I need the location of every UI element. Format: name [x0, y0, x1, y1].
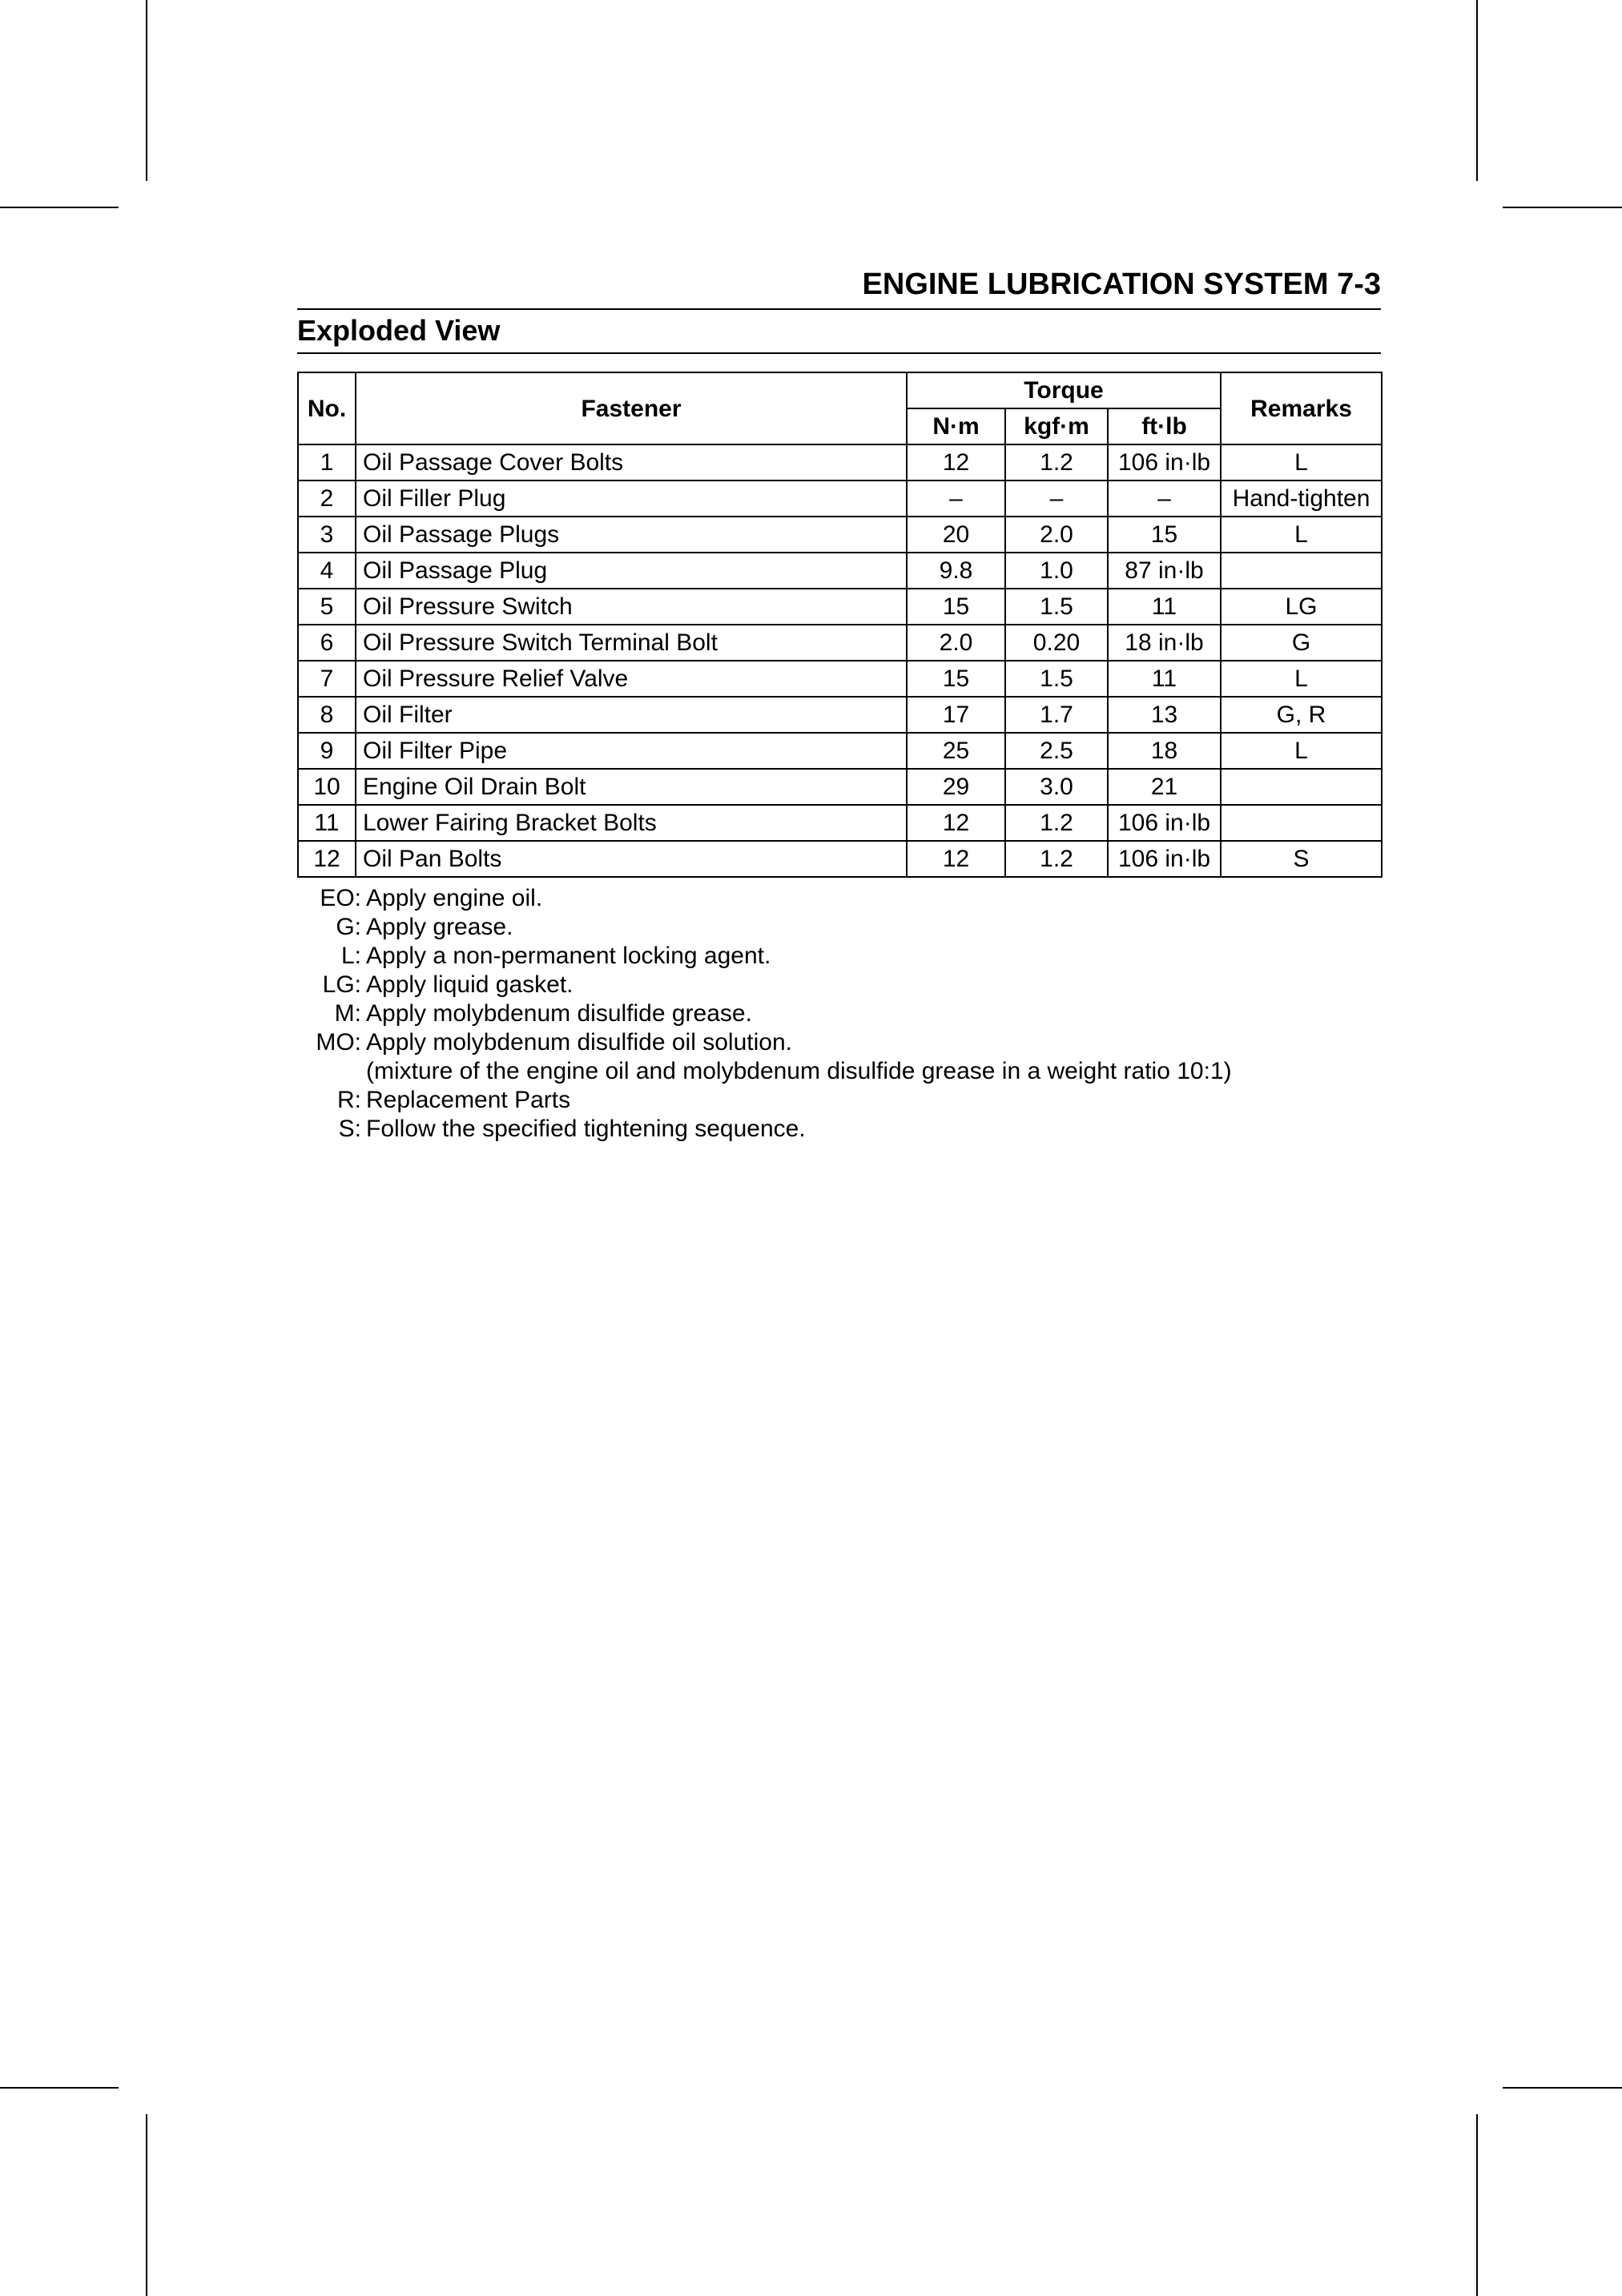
note-key: MO:	[316, 1029, 361, 1056]
note-key: R:	[337, 1087, 361, 1113]
cell-ftlb: 11	[1108, 589, 1221, 625]
table-row	[298, 444, 1382, 481]
note-text: Replacement Parts	[366, 1087, 571, 1113]
cell-nm: 12	[907, 444, 1005, 481]
cell-kgfm: 3.0	[1005, 769, 1108, 805]
note-item	[297, 1115, 1381, 1144]
page-header-title: ENGINE LUBRICATION SYSTEM 7-3	[862, 267, 1381, 301]
header-remarks: Remarks	[1221, 372, 1382, 444]
cell-no: 5	[298, 589, 356, 625]
cell-remarks: S	[1221, 841, 1382, 877]
cell-fastener: Oil Pressure Relief Valve	[356, 661, 907, 697]
cell-no: 4	[298, 553, 356, 589]
crop-mark	[1476, 2114, 1478, 2296]
crop-mark	[1503, 2087, 1622, 2089]
crop-mark	[1503, 207, 1622, 208]
note-key: EO:	[320, 885, 361, 911]
cell-remarks: L	[1221, 661, 1382, 697]
cell-fastener: Oil Filter Pipe	[356, 733, 907, 769]
note-text: Apply grease.	[366, 914, 513, 940]
cell-fastener: Oil Pressure Switch Terminal Bolt	[356, 625, 907, 661]
header-torque: Torque	[907, 372, 1221, 408]
cell-no: 12	[298, 841, 356, 877]
note-item	[297, 999, 1381, 1028]
note-text: Apply liquid gasket.	[366, 971, 574, 998]
cell-fastener: Oil Pressure Switch	[356, 589, 907, 625]
note-item	[297, 913, 1381, 942]
cell-ftlb: 106 in·lb	[1108, 841, 1221, 877]
cell-nm: 12	[907, 805, 1005, 841]
crop-mark	[146, 0, 147, 181]
note-item	[297, 1057, 1381, 1086]
cell-ftlb: 87 in·lb	[1108, 553, 1221, 589]
note-key: LG:	[322, 971, 361, 998]
cell-kgfm: 1.7	[1005, 697, 1108, 733]
cell-kgfm: 1.2	[1005, 444, 1108, 481]
notes-legend	[297, 884, 1381, 1144]
cell-fastener: Oil Filter	[356, 697, 907, 733]
table-header-row	[298, 372, 1382, 408]
cell-nm: 20	[907, 517, 1005, 553]
cell-remarks: L	[1221, 517, 1382, 553]
cell-remarks: G, R	[1221, 697, 1382, 733]
cell-nm: 15	[907, 589, 1005, 625]
cell-ftlb: 106 in·lb	[1108, 444, 1221, 481]
cell-ftlb: 18	[1108, 733, 1221, 769]
cell-no: 1	[298, 444, 356, 481]
cell-nm: 9.8	[907, 553, 1005, 589]
table-row	[298, 625, 1382, 661]
note-key: G:	[336, 914, 361, 940]
table-row	[298, 841, 1382, 877]
cell-no: 2	[298, 481, 356, 517]
note-text: Apply molybdenum disulfide oil solution.	[366, 1029, 792, 1056]
table-row	[298, 481, 1382, 517]
cell-remarks: G	[1221, 625, 1382, 661]
table-row	[298, 733, 1382, 769]
cell-ftlb: 15	[1108, 517, 1221, 553]
header-ftlb: ft·lb	[1108, 408, 1221, 444]
table-row	[298, 805, 1382, 841]
crop-mark	[0, 2087, 119, 2089]
table-row	[298, 661, 1382, 697]
cell-remarks	[1221, 769, 1382, 805]
cell-kgfm: –	[1005, 481, 1108, 517]
cell-kgfm: 2.5	[1005, 733, 1108, 769]
table-row	[298, 589, 1382, 625]
note-key: S:	[338, 1116, 361, 1142]
cell-fastener: Oil Filler Plug	[356, 481, 907, 517]
torque-table	[297, 372, 1383, 878]
cell-kgfm: 1.0	[1005, 553, 1108, 589]
table-body	[298, 444, 1382, 877]
crop-mark	[146, 2114, 147, 2296]
note-item	[297, 971, 1381, 999]
cell-no: 3	[298, 517, 356, 553]
cell-fastener: Oil Pan Bolts	[356, 841, 907, 877]
cell-no: 9	[298, 733, 356, 769]
cell-no: 6	[298, 625, 356, 661]
note-item	[297, 1028, 1381, 1057]
cell-kgfm: 1.5	[1005, 589, 1108, 625]
header-no: No.	[298, 372, 356, 444]
cell-no: 8	[298, 697, 356, 733]
cell-nm: 17	[907, 697, 1005, 733]
crop-mark	[1476, 0, 1478, 181]
section-title: Exploded View	[297, 314, 501, 347]
note-item	[297, 1086, 1381, 1115]
note-text: (mixture of the engine oil and molybdenum disulfide grease in a weight ratio 10:1)	[366, 1058, 1232, 1084]
cell-fastener: Oil Passage Plug	[356, 553, 907, 589]
cell-remarks: Hand-tighten	[1221, 481, 1382, 517]
cell-nm: 29	[907, 769, 1005, 805]
crop-mark	[0, 207, 119, 208]
cell-kgfm: 1.2	[1005, 805, 1108, 841]
header-kgfm: kgf·m	[1005, 408, 1108, 444]
cell-kgfm: 0.20	[1005, 625, 1108, 661]
cell-nm: 2.0	[907, 625, 1005, 661]
cell-remarks: L	[1221, 733, 1382, 769]
note-key: L:	[340, 943, 361, 969]
cell-fastener: Engine Oil Drain Bolt	[356, 769, 907, 805]
cell-ftlb: 13	[1108, 697, 1221, 733]
cell-ftlb: 21	[1108, 769, 1221, 805]
note-key	[297, 1057, 361, 1086]
cell-nm: –	[907, 481, 1005, 517]
cell-fastener: Lower Fairing Bracket Bolts	[356, 805, 907, 841]
table-row	[298, 769, 1382, 805]
cell-nm: 15	[907, 661, 1005, 697]
table-row	[298, 517, 1382, 553]
cell-ftlb: 18 in·lb	[1108, 625, 1221, 661]
note-text: Apply molybdenum disulfide grease.	[366, 1000, 752, 1027]
cell-no: 10	[298, 769, 356, 805]
header-nm: N·m	[907, 408, 1005, 444]
note-text: Apply a non-permanent locking agent.	[366, 943, 771, 969]
note-text: Apply engine oil.	[366, 885, 543, 911]
cell-no: 11	[298, 805, 356, 841]
cell-fastener: Oil Passage Plugs	[356, 517, 907, 553]
note-item	[297, 884, 1381, 913]
cell-no: 7	[298, 661, 356, 697]
header-fastener: Fastener	[356, 372, 907, 444]
cell-remarks: L	[1221, 444, 1382, 481]
cell-kgfm: 1.5	[1005, 661, 1108, 697]
cell-nm: 12	[907, 841, 1005, 877]
note-text: Follow the specified tightening sequence.	[366, 1116, 806, 1142]
section-rule	[297, 352, 1381, 354]
table-row	[298, 697, 1382, 733]
note-item	[297, 942, 1381, 971]
cell-fastener: Oil Passage Cover Bolts	[356, 444, 907, 481]
cell-remarks	[1221, 553, 1382, 589]
cell-kgfm: 1.2	[1005, 841, 1108, 877]
cell-ftlb: 11	[1108, 661, 1221, 697]
cell-remarks: LG	[1221, 589, 1382, 625]
note-key: M:	[334, 1000, 361, 1027]
page-content	[297, 264, 1381, 1144]
cell-remarks	[1221, 805, 1382, 841]
cell-ftlb: –	[1108, 481, 1221, 517]
cell-ftlb: 106 in·lb	[1108, 805, 1221, 841]
cell-nm: 25	[907, 733, 1005, 769]
table-row	[298, 553, 1382, 589]
cell-kgfm: 2.0	[1005, 517, 1108, 553]
